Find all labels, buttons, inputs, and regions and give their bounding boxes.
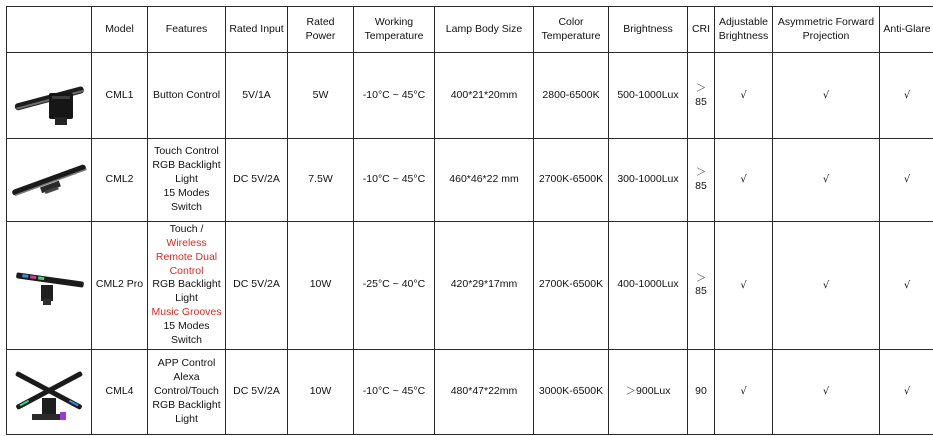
cri-cell: ＞85 <box>688 53 715 139</box>
lamp-body-size-cell: 460*46*22 mm <box>435 139 534 222</box>
header-asymmetric-forward-projection: Asymmetric Forward Projection <box>773 7 880 53</box>
model-cell: CML2 Pro <box>92 222 148 350</box>
feature-line: Switch <box>171 333 202 346</box>
cri-cell: 90 <box>688 349 715 434</box>
cri-cell: ＞85 <box>688 139 715 222</box>
cri-cell: ＞85 <box>688 222 715 350</box>
feature-line: Light <box>175 412 198 425</box>
feature-line-highlight: Control <box>169 264 204 277</box>
monitor-light-bar-icon <box>8 255 90 315</box>
working-temperature-cell: -10°C ~ 45°C <box>354 139 435 222</box>
feature-line: APP Control <box>157 357 216 370</box>
adjustable-brightness-cell: √ <box>715 349 773 434</box>
adjustable-brightness-cell: √ <box>715 139 773 222</box>
features-cell <box>148 349 226 434</box>
header-adjustable-brightness: Adjustable Brightness <box>715 7 773 53</box>
brightness-cell: 300-1000Lux <box>609 139 688 222</box>
model-cell: CML2 <box>92 139 148 222</box>
feature-line: Button Control <box>152 88 221 101</box>
lamp-body-size-cell: 420*29*17mm <box>435 222 534 350</box>
features-cell <box>148 222 226 350</box>
anti-glare-cell: √ <box>880 222 933 350</box>
feature-line-highlight: Wireless <box>166 236 207 249</box>
header-lamp-body-size: Lamp Body Size <box>435 7 534 53</box>
rated-power-cell: 10W <box>288 222 354 350</box>
product-image-cell <box>7 139 92 222</box>
feature-line: 15 Modes <box>163 186 210 199</box>
header-cri: CRI <box>688 7 715 53</box>
rated-power-cell: 10W <box>288 349 354 434</box>
color-temperature-cell: 3000K-6500K <box>534 349 609 434</box>
feature-line: Switch <box>171 200 202 213</box>
header-working-temperature: Working Temperature <box>354 7 435 53</box>
rated-input-cell: DC 5V/2A <box>226 349 288 434</box>
product-image-cell <box>7 53 92 139</box>
feature-line: Touch Control <box>154 145 219 158</box>
feature-line: RGB Backlight <box>152 278 221 291</box>
working-temperature-cell: -25°C ~ 40°C <box>354 222 435 350</box>
brightness-cell: ＞900Lux <box>609 349 688 434</box>
features-cell <box>148 53 226 139</box>
feature-line: Touch / <box>169 223 204 235</box>
rated-input-cell: DC 5V/2A <box>226 222 288 350</box>
color-temperature-cell: 2700K-6500K <box>534 222 609 350</box>
dual-monitor-light-bar-icon <box>8 354 90 430</box>
product-image-cell <box>7 349 92 434</box>
asymmetric-forward-projection-cell: √ <box>773 139 880 222</box>
anti-glare-cell: √ <box>880 53 933 139</box>
rated-power-cell: 5W <box>288 53 354 139</box>
feature-line: Light <box>175 173 198 186</box>
header-features: Features <box>148 7 226 53</box>
feature-line: Control/Touch <box>154 384 219 397</box>
header-anti-glare: Anti-Glare <box>880 7 933 53</box>
rated-power-cell: 7.5W <box>288 139 354 222</box>
feature-line: RGB Backlight <box>152 398 221 411</box>
brightness-cell: 400-1000Lux <box>609 222 688 350</box>
header-brightness: Brightness <box>609 7 688 53</box>
adjustable-brightness-cell: √ <box>715 53 773 139</box>
asymmetric-forward-projection-cell: √ <box>773 349 880 434</box>
table-row <box>7 222 933 350</box>
brightness-cell: 500-1000Lux <box>609 53 688 139</box>
anti-glare-cell: √ <box>880 349 933 434</box>
header-rated-power: Rated Power <box>288 7 354 53</box>
header-row <box>7 7 933 53</box>
header-color-temperature: Color Temperature <box>534 7 609 53</box>
asymmetric-forward-projection-cell: √ <box>773 222 880 350</box>
header-rated-input: Rated Input <box>226 7 288 53</box>
lamp-body-size-cell: 480*47*22mm <box>435 349 534 434</box>
comparison-table <box>6 6 933 435</box>
adjustable-brightness-cell: √ <box>715 222 773 350</box>
header-model: Model <box>92 7 148 53</box>
feature-line: Light <box>175 292 198 305</box>
model-cell: CML4 <box>92 349 148 434</box>
anti-glare-cell: √ <box>880 139 933 222</box>
feature-line-highlight: Music Grooves <box>151 306 222 319</box>
monitor-light-bar-icon <box>9 59 89 133</box>
header-image <box>7 7 92 53</box>
features-cell <box>148 139 226 222</box>
working-temperature-cell: -10°C ~ 45°C <box>354 53 435 139</box>
feature-line: 15 Modes <box>163 320 210 333</box>
table-row <box>7 139 933 222</box>
color-temperature-cell: 2700K-6500K <box>534 139 609 222</box>
rated-input-cell: 5V/1A <box>226 53 288 139</box>
model-cell: CML1 <box>92 53 148 139</box>
feature-line: Alexa <box>173 370 200 383</box>
feature-line-highlight: Remote Dual <box>155 250 218 263</box>
asymmetric-forward-projection-cell: √ <box>773 53 880 139</box>
rated-input-cell: DC 5V/2A <box>226 139 288 222</box>
monitor-light-bar-icon <box>8 145 90 215</box>
working-temperature-cell: -10°C ~ 45°C <box>354 349 435 434</box>
feature-line: RGB Backlight <box>152 159 221 172</box>
table-row <box>7 53 933 139</box>
product-image-cell <box>7 222 92 350</box>
table-row <box>7 349 933 434</box>
lamp-body-size-cell: 400*21*20mm <box>435 53 534 139</box>
color-temperature-cell: 2800-6500K <box>534 53 609 139</box>
